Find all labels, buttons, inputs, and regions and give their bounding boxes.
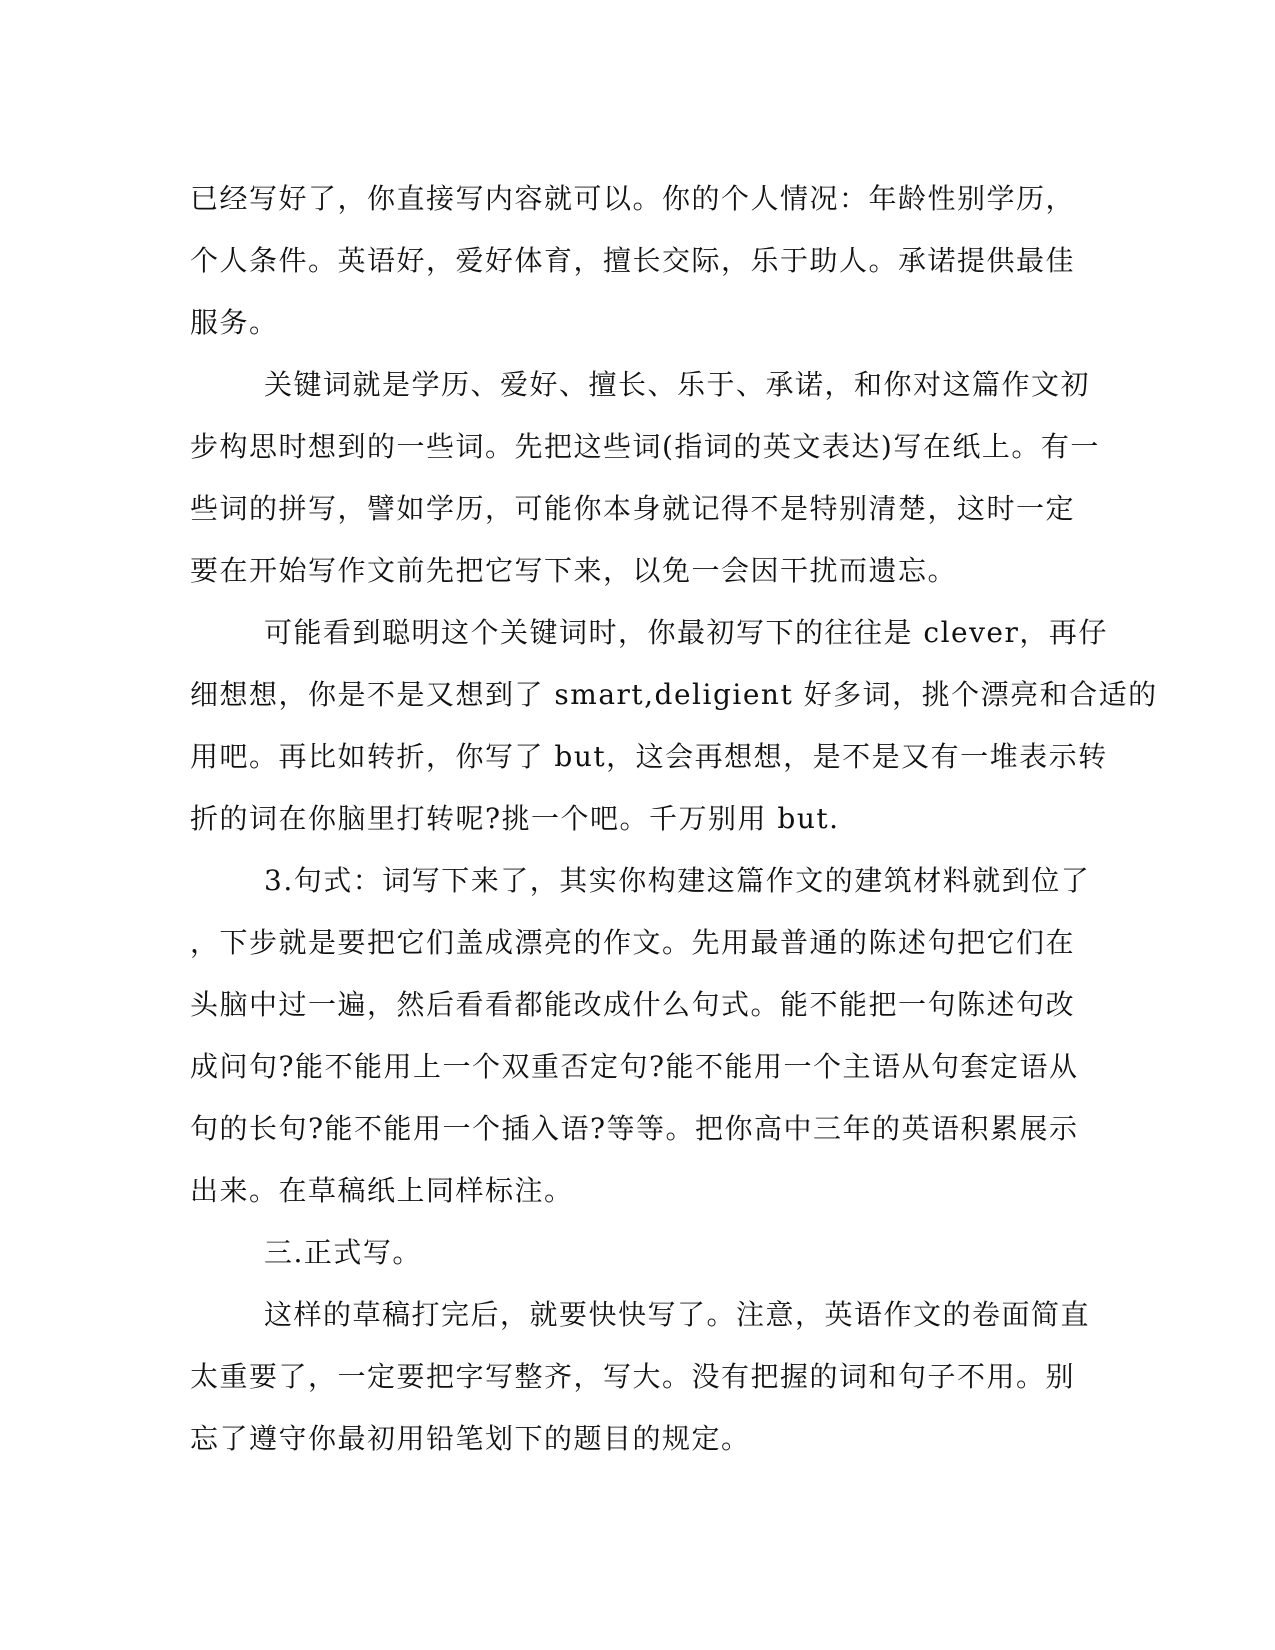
text-line: 个人条件。英语好，爱好体育，擅长交际，乐于助人。承诺提供最佳 — [190, 244, 1076, 277]
text-line: 成问句?能不能用上一个双重否定句?能不能用一个主语从句套定语从 — [190, 1050, 1079, 1083]
text-line: 要在开始写作文前先把它写下来，以免一会因干扰而遗忘。 — [190, 554, 958, 587]
text-line: 步构思时想到的一些词。先把这些词(指词的英文表达)写在纸上。有一 — [190, 430, 1100, 463]
text-line: 些词的拼写，譬如学历，可能你本身就记得不是特别清楚，这时一定 — [190, 492, 1076, 525]
text-line: 已经写好了，你直接写内容就可以。你的个人情况：年龄性别学历， — [190, 182, 1076, 215]
text-line: 关键词就是学历、爱好、擅长、乐于、承诺，和你对这篇作文初 — [264, 368, 1091, 401]
text-line: 头脑中过一遍，然后看看都能改成什么句式。能不能把一句陈述句改 — [190, 988, 1076, 1021]
text-line: 细想想，你是不是又想到了 smart,deligient 好多词，挑个漂亮和合适的 — [190, 678, 1158, 711]
text-line: 折的词在你脑里打转呢?挑一个吧。千万别用 but. — [190, 802, 840, 835]
text-line: 出来。在草稿纸上同样标注。 — [190, 1174, 574, 1207]
text-line: 句的长句?能不能用一个插入语?等等。把你高中三年的英语积累展示 — [190, 1112, 1079, 1145]
text-line: 服务。 — [190, 306, 279, 339]
text-line: 可能看到聪明这个关键词时，你最初写下的往往是 clever，再仔 — [264, 616, 1108, 649]
text-line: 用吧。再比如转折，你写了 but，这会再想想，是不是又有一堆表示转 — [190, 740, 1108, 773]
text-line: 这样的草稿打完后，就要快快写了。注意，英语作文的卷面简直 — [264, 1298, 1091, 1331]
text-line: 太重要了，一定要把字写整齐，写大。没有把握的词和句子不用。别 — [190, 1360, 1076, 1393]
document-body — [190, 168, 1158, 1470]
text-line: 3.句式：词写下来了，其实你构建这篇作文的建筑材料就到位了 — [264, 864, 1091, 897]
section-heading: 三.正式写。 — [264, 1236, 422, 1269]
text-line: ，下步就是要把它们盖成漂亮的作文。先用最普通的陈述句把它们在 — [190, 926, 1076, 959]
text-line: 忘了遵守你最初用铅笔划下的题目的规定。 — [190, 1422, 751, 1455]
